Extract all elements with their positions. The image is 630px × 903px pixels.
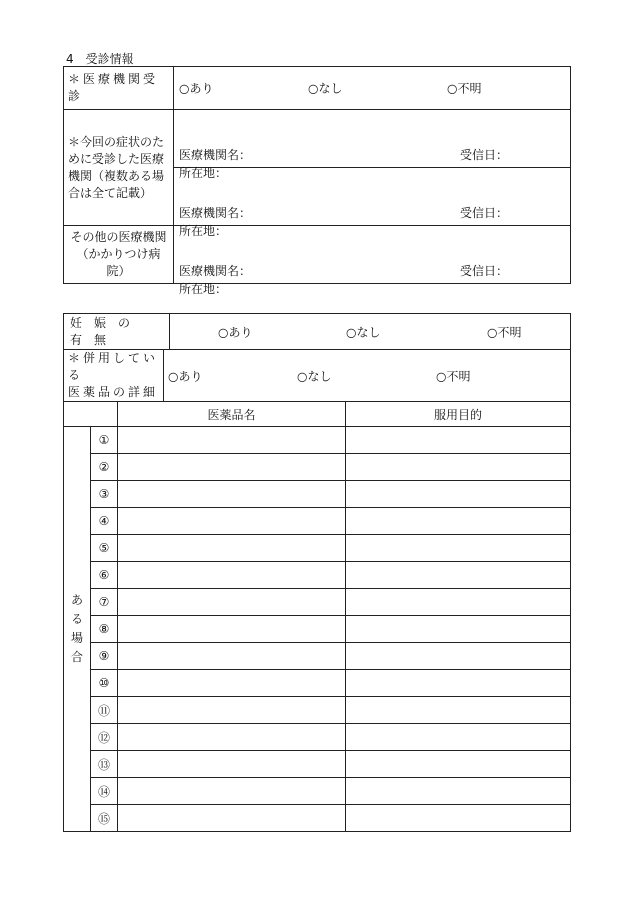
other-institution-entry[interactable] (174, 226, 571, 296)
other-institution-label-cell (64, 226, 174, 284)
institution-address-label: 所在地： (179, 281, 228, 296)
institution-date-label: 受信日： (460, 147, 509, 162)
drug-name-cell[interactable] (118, 616, 346, 643)
drug-name-cell[interactable] (118, 805, 346, 832)
institution-date-label: 受信日： (460, 205, 509, 220)
drug-name-header: 医薬品名 (118, 402, 346, 427)
purpose-header: 服用目的 (346, 402, 571, 427)
concomitant-label: ＊併用している 医薬品の詳細 (68, 351, 159, 399)
visit-option-unknown[interactable]: ○不明 (447, 81, 482, 96)
purpose-cell[interactable] (346, 778, 571, 805)
concomitant-options-cell (164, 350, 571, 402)
header-blank-cell (64, 402, 118, 427)
pregnancy-option-unknown[interactable]: ○不明 (487, 325, 522, 339)
purpose-cell[interactable] (346, 751, 571, 778)
row-number: ③ (91, 481, 118, 508)
institution-entry-1[interactable] (174, 110, 571, 180)
pregnancy-label: 妊娠の有無 (70, 315, 143, 347)
section-title: 4 受診情報 (66, 52, 134, 66)
row-number: ④ (91, 508, 118, 535)
purpose-cell[interactable] (346, 643, 571, 670)
institution-name-label: 医療機関名： (179, 147, 252, 162)
purpose-cell[interactable] (346, 481, 571, 508)
drug-name-cell[interactable] (118, 454, 346, 481)
row-number: ⑫ (91, 724, 118, 751)
visit-info-table (63, 66, 571, 296)
drug-name-cell[interactable] (118, 670, 346, 697)
visit-label-cell (64, 67, 174, 110)
institution-address-label: 所在地： (179, 165, 228, 180)
pregnancy-option-yes[interactable]: ○あり (218, 325, 253, 339)
row-number: ⑦ (91, 589, 118, 616)
applicable-side-label: あ る 場 合 (70, 593, 83, 664)
purpose-cell[interactable] (346, 589, 571, 616)
purpose-cell[interactable] (346, 562, 571, 589)
row-number: ⑤ (91, 535, 118, 562)
institution-address-label: 所在地： (179, 223, 228, 238)
row-number: ⑧ (91, 616, 118, 643)
visit-options-cell (174, 67, 571, 110)
purpose-cell[interactable] (346, 508, 571, 535)
pregnancy-option-no[interactable]: ○なし (346, 325, 381, 339)
concomitant-option-no[interactable]: ○なし (297, 369, 332, 383)
row-number: ⑨ (91, 643, 118, 670)
row-number: ⑪ (91, 697, 118, 724)
purpose-cell[interactable] (346, 454, 571, 481)
purpose-cell[interactable] (346, 724, 571, 751)
drug-name-cell[interactable] (118, 724, 346, 751)
institution-entry-2[interactable] (174, 168, 571, 238)
purpose-cell[interactable] (346, 697, 571, 724)
row-number: ⑩ (91, 670, 118, 697)
drug-name-cell[interactable] (118, 427, 346, 454)
institution-date-label: 受信日： (460, 263, 509, 278)
other-institution-label: その他の医療機関 （かかりつけ病院） (70, 230, 167, 278)
visit-label: ＊医療機関受診 (68, 72, 159, 103)
visit-option-no[interactable]: ○なし (308, 81, 343, 96)
drug-name-cell[interactable] (118, 697, 346, 724)
purpose-cell[interactable] (346, 670, 571, 697)
row-number: ⑭ (91, 778, 118, 805)
drug-name-cell[interactable] (118, 508, 346, 535)
applicable-side-label-cell (64, 427, 91, 832)
purpose-cell[interactable] (346, 616, 571, 643)
current-institutions-label: ＊今回の症状のた めに受診した医療 機関（複数ある場 合は全て記載） (68, 134, 165, 200)
concomitant-label-cell (64, 350, 164, 402)
institution-name-label: 医療機関名： (179, 205, 252, 220)
pregnancy-options-cell (170, 314, 571, 350)
row-number: ⑮ (91, 805, 118, 832)
drug-info-table (63, 313, 571, 832)
purpose-cell[interactable] (346, 805, 571, 832)
purpose-cell[interactable] (346, 427, 571, 454)
current-institutions-label-cell (64, 110, 174, 226)
row-number: ⑥ (91, 562, 118, 589)
concomitant-option-yes[interactable]: ○あり (168, 369, 203, 383)
purpose-cell[interactable] (346, 535, 571, 562)
row-number: ⑬ (91, 751, 118, 778)
drug-name-cell[interactable] (118, 643, 346, 670)
row-number: ① (91, 427, 118, 454)
drug-name-cell[interactable] (118, 535, 346, 562)
pregnancy-label-cell (64, 314, 170, 350)
concomitant-option-unknown[interactable]: ○不明 (436, 369, 471, 383)
drug-name-cell[interactable] (118, 778, 346, 805)
row-number: ② (91, 454, 118, 481)
drug-name-cell[interactable] (118, 751, 346, 778)
drug-name-cell[interactable] (118, 481, 346, 508)
institution-name-label: 医療機関名： (179, 263, 252, 278)
drug-name-cell[interactable] (118, 562, 346, 589)
drug-name-cell[interactable] (118, 589, 346, 616)
visit-option-yes[interactable]: ○あり (179, 81, 214, 96)
